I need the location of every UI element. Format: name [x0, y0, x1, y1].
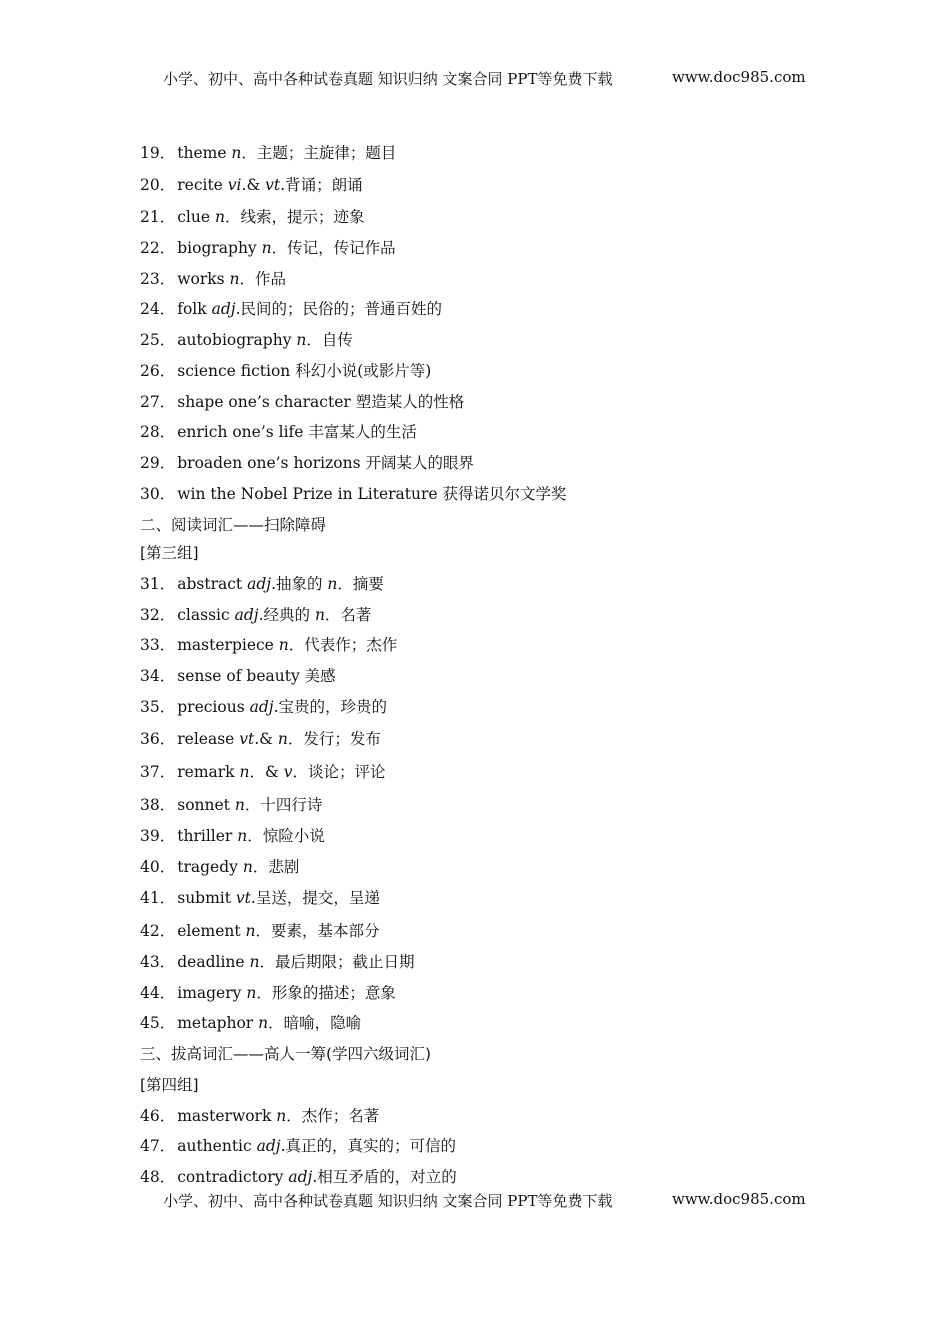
item-term: biography: [177, 239, 262, 257]
item-definition-2: ．发行；发布: [287, 730, 381, 748]
item-pos: n: [261, 239, 272, 257]
item-term: element: [177, 922, 246, 940]
footer-text: 小学、初中、高中各种试卷真题 知识归纳 文案合同 PPT等免费下载: [163, 1192, 613, 1210]
section-heading: 二、阅读词汇——扫除障碍: [140, 516, 327, 534]
vocab-item: [140, 696, 387, 718]
vocab-item: [140, 268, 286, 290]
item-number: 19．: [140, 144, 176, 162]
item-term: contradictory: [177, 1168, 289, 1186]
item-definition: ．&: [249, 763, 284, 781]
item-pos: adj: [211, 300, 236, 318]
footer-url: www.doc985.com: [672, 1190, 806, 1208]
item-term: enrich one’s life 丰富某人的生活: [177, 423, 417, 441]
vocab-item: [140, 982, 396, 1004]
item-definition-2: ．名著: [324, 606, 372, 624]
item-number: 23．: [140, 270, 176, 288]
vocab-item: [140, 728, 381, 750]
item-number: 45．: [140, 1014, 176, 1032]
item-pos: n: [276, 1107, 287, 1125]
item-pos: adj: [288, 1168, 313, 1186]
item-number: 39．: [140, 827, 176, 845]
vocab-item: [140, 329, 353, 351]
item-term: theme: [177, 144, 232, 162]
item-definition: ．作品: [239, 270, 287, 288]
vocab-item: [140, 856, 299, 878]
item-definition-2: .背诵；朗诵: [280, 176, 363, 194]
header-url: www.doc985.com: [672, 68, 806, 86]
group-label: [第三组]: [140, 544, 199, 562]
item-term: sonnet: [177, 796, 235, 814]
item-definition: ．形象的描述；意象: [256, 984, 396, 1002]
item-term: classic: [177, 606, 235, 624]
item-definition: ．十四行诗: [244, 796, 323, 814]
item-pos: n: [214, 208, 225, 226]
header-text: 小学、初中、高中各种试卷真题 知识归纳 文案合同 PPT等免费下载: [163, 70, 613, 88]
item-pos: n: [245, 922, 256, 940]
vocab-item: [140, 761, 385, 783]
vocab-item: [140, 951, 415, 973]
item-pos: n: [249, 953, 260, 971]
vocab-item: [140, 920, 380, 942]
item-number: 24．: [140, 300, 176, 318]
item-term: thriller: [177, 827, 238, 845]
item-number: 46．: [140, 1107, 176, 1125]
item-definition: ．要素，基本部分: [255, 922, 380, 940]
vocab-item: [140, 483, 567, 505]
item-term: deadline: [177, 953, 250, 971]
item-definition: ．暗喻，隐喻: [268, 1014, 362, 1032]
item-definition: .抽象的: [271, 575, 328, 593]
vocab-item: [140, 1012, 361, 1034]
item-number: 38．: [140, 796, 176, 814]
group-label: [第四组]: [140, 1076, 199, 1094]
vocab-item: [140, 391, 464, 413]
vocab-item: [140, 604, 371, 626]
item-definition: ．最后期限；截止日期: [259, 953, 415, 971]
item-number: 40．: [140, 858, 176, 876]
item-term: metaphor: [177, 1014, 259, 1032]
item-number: 35．: [140, 698, 176, 716]
item-term: imagery: [177, 984, 247, 1002]
item-term: abstract: [177, 575, 248, 593]
item-pos: n: [234, 796, 245, 814]
item-definition: .相互矛盾的，对立的: [312, 1168, 457, 1186]
item-number: 42．: [140, 922, 176, 940]
item-term: masterpiece: [177, 636, 279, 654]
item-definition: .呈送，提交，呈递: [250, 889, 380, 907]
page-header: [0, 68, 950, 92]
vocab-item: [140, 452, 474, 474]
item-number: 48．: [140, 1168, 176, 1186]
item-pos-2: n: [277, 730, 288, 748]
vocab-item: [140, 634, 397, 656]
vocab-item: [140, 887, 380, 909]
item-definition: .真正的，真实的；可信的: [280, 1137, 457, 1155]
item-number: 25．: [140, 331, 176, 349]
vocab-item: [140, 206, 364, 228]
item-number: 28．: [140, 423, 176, 441]
item-term: recite: [177, 176, 228, 194]
item-definition: ．悲剧: [252, 858, 300, 876]
vocab-item: [140, 1135, 456, 1157]
item-pos-2: n: [327, 575, 338, 593]
item-term: authentic: [177, 1137, 257, 1155]
item-definition: .民间的；民俗的；普通百姓的: [235, 300, 443, 318]
item-definition: ．惊险小说: [247, 827, 325, 845]
vocab-item: [140, 573, 384, 595]
item-pos: n: [242, 858, 253, 876]
item-pos: adj: [249, 698, 274, 716]
item-term: sense of beauty 美感: [177, 667, 336, 685]
item-number: 37．: [140, 763, 176, 781]
item-definition: ．自传: [306, 331, 353, 349]
item-definition: .经典的: [258, 606, 315, 624]
vocab-item: [140, 421, 417, 443]
item-number: 20．: [140, 176, 176, 194]
item-term: release: [177, 730, 240, 748]
vocab-item: [140, 360, 431, 382]
item-definition: ．杰作；名著: [286, 1107, 380, 1125]
item-pos-2: vt: [265, 176, 281, 194]
item-term: broaden one’s horizons 开阔某人的眼界: [177, 454, 474, 472]
item-pos: n: [246, 984, 257, 1002]
vocab-item: [140, 174, 363, 196]
item-pos: n: [296, 331, 307, 349]
item-term: clue: [177, 208, 215, 226]
item-definition: ．主题；主旋律；题目: [241, 144, 397, 162]
vocab-item: [140, 665, 336, 687]
item-definition: .&: [241, 176, 266, 194]
vocab-item: [140, 1166, 457, 1188]
item-number: 32．: [140, 606, 176, 624]
page-footer: [0, 1190, 950, 1214]
item-number: 22．: [140, 239, 176, 257]
item-term: tragedy: [177, 858, 243, 876]
item-term: masterwork: [177, 1107, 277, 1125]
item-number: 31．: [140, 575, 176, 593]
item-term: shape one’s character 塑造某人的性格: [177, 393, 465, 411]
item-number: 30．: [140, 485, 176, 503]
item-definition: .宝贵的，珍贵的: [273, 698, 387, 716]
item-pos-2: n: [314, 606, 325, 624]
item-pos: adj: [256, 1137, 281, 1155]
item-pos: n: [231, 144, 242, 162]
vocab-item: [140, 794, 322, 816]
item-number: 33．: [140, 636, 176, 654]
section-heading: 三、拔高词汇——高人一筹(学四六级词汇): [140, 1045, 432, 1063]
vocab-item: [140, 142, 396, 164]
item-number: 29．: [140, 454, 176, 472]
item-term: remark: [177, 763, 240, 781]
item-pos: n: [229, 270, 240, 288]
item-number: 34．: [140, 667, 176, 685]
item-pos: n: [239, 763, 250, 781]
item-pos: vt: [235, 889, 251, 907]
item-definition: ．代表作；杰作: [288, 636, 398, 654]
item-term: win the Nobel Prize in Literature 获得诺贝尔文学奖: [177, 485, 567, 503]
item-pos: n: [237, 827, 248, 845]
item-number: 26．: [140, 362, 176, 380]
item-term: submit: [177, 889, 236, 907]
item-number: 21．: [140, 208, 176, 226]
item-number: 41．: [140, 889, 176, 907]
item-term: science fiction 科幻小说(或影片等): [177, 362, 432, 380]
item-pos: vi: [227, 176, 242, 194]
item-pos: vt: [239, 730, 255, 748]
vocab-item: [140, 825, 325, 847]
item-pos: adj: [247, 575, 272, 593]
item-number: 36．: [140, 730, 176, 748]
item-definition: .&: [254, 730, 278, 748]
item-pos: n: [258, 1014, 269, 1032]
item-pos: adj: [234, 606, 259, 624]
vocab-item: [140, 1105, 379, 1127]
item-pos-2: v: [283, 763, 293, 781]
item-number: 27．: [140, 393, 176, 411]
item-term: autobiography: [177, 331, 297, 349]
item-number: 43．: [140, 953, 176, 971]
item-number: 47．: [140, 1137, 176, 1155]
item-term: folk: [177, 300, 212, 318]
item-definition-2: ．摘要: [337, 575, 384, 593]
vocab-item: [140, 298, 442, 320]
item-definition: ．传记，传记作品: [271, 239, 396, 257]
item-pos: n: [278, 636, 289, 654]
item-term: works: [177, 270, 230, 288]
item-definition: ．线索，提示；迹象: [224, 208, 365, 226]
item-term: precious: [177, 698, 250, 716]
vocab-item: [140, 237, 396, 259]
item-definition-2: ．谈论；评论: [292, 763, 386, 781]
item-number: 44．: [140, 984, 176, 1002]
